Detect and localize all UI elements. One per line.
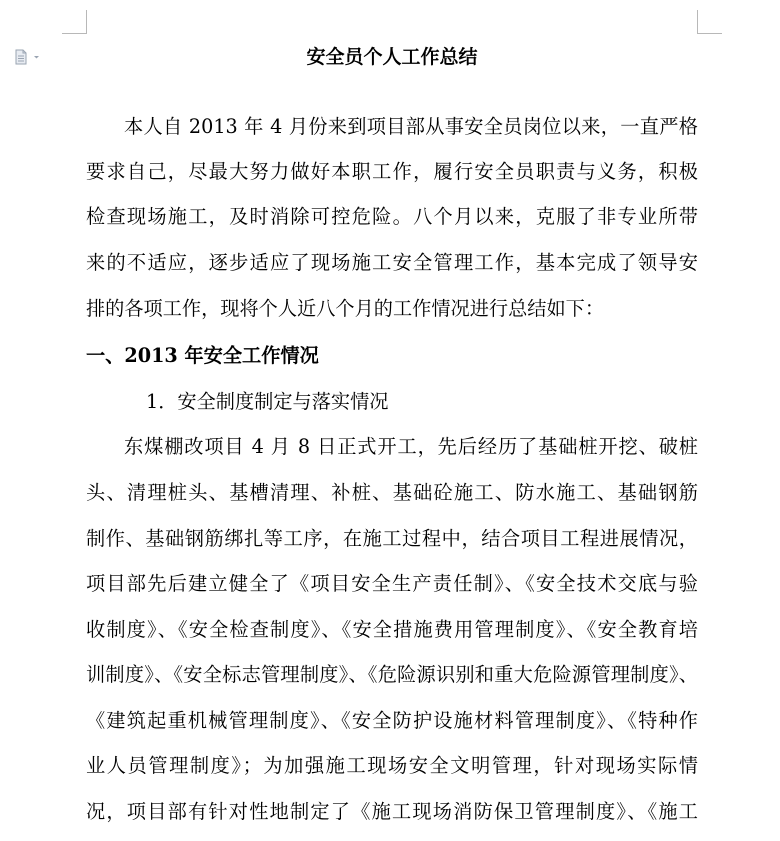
paragraph-1-line-5: 排的各项工作，现将个人近八个月的工作情况进行总结如下： <box>86 297 605 320</box>
paragraph-2-line-5: 收制度》、《安全检查制度》、《安全措施费用管理制度》、《安全教育培 <box>86 618 698 641</box>
document-title: 安全员个人工作总结 <box>306 46 478 68</box>
paragraph-2-line-8: 业人员管理制度》；为加强施工现场安全文明管理，针对现场实际情 <box>86 754 698 777</box>
paragraph-2-line-4: 项目部先后建立健全了《项目安全生产责任制》、《安全技术交底与验 <box>86 572 698 595</box>
subsection-heading-1: 1．安全制度制定与落实情况 <box>146 390 389 413</box>
document-icon[interactable] <box>14 49 42 65</box>
crop-mark-top-right-vertical <box>697 10 698 34</box>
paragraph-2-line-1: 东煤棚改项目 4 月 8 日正式开工，先后经历了基础桩开挖、破桩 <box>124 435 698 458</box>
paragraph-1-line-3: 检查现场施工，及时消除可控危险。八个月以来，克服了非专业所带 <box>86 205 698 228</box>
paragraph-2-line-7: 《建筑起重机械管理制度》、《安全防护设施材料管理制度》、《特种作 <box>86 709 698 732</box>
section-heading-1: 一、2013 年安全工作情况 <box>86 344 319 367</box>
crop-mark-top-left-horizontal <box>62 33 87 34</box>
paragraph-2-line-6: 训制度》、《安全标志管理制度》、《危险源识别和重大危险源管理制度》、 <box>86 663 698 686</box>
paragraph-1-line-2: 要求自己，尽最大努力做好本职工作，履行安全员职责与义务，积极 <box>86 160 698 183</box>
paragraph-2-line-9: 况，项目部有针对性地制定了《施工现场消防保卫管理制度》、《施工 <box>86 800 698 823</box>
paragraph-1-line-4: 来的不适应，逐步适应了现场施工安全管理工作，基本完成了领导安 <box>86 251 698 274</box>
paragraph-2-line-3: 制作、基础钢筋绑扎等工序，在施工过程中，结合项目工程进展情况， <box>86 527 698 550</box>
paragraph-1-line-1: 本人自 2013 年 4 月份来到项目部从事安全员岗位以来，一直严格 <box>124 115 698 138</box>
crop-mark-top-right-horizontal <box>697 33 722 34</box>
crop-mark-top-left-vertical <box>86 10 87 34</box>
paragraph-2-line-2: 头、清理桩头、基槽清理、补桩、基础砼施工、防水施工、基础钢筋 <box>86 481 698 504</box>
